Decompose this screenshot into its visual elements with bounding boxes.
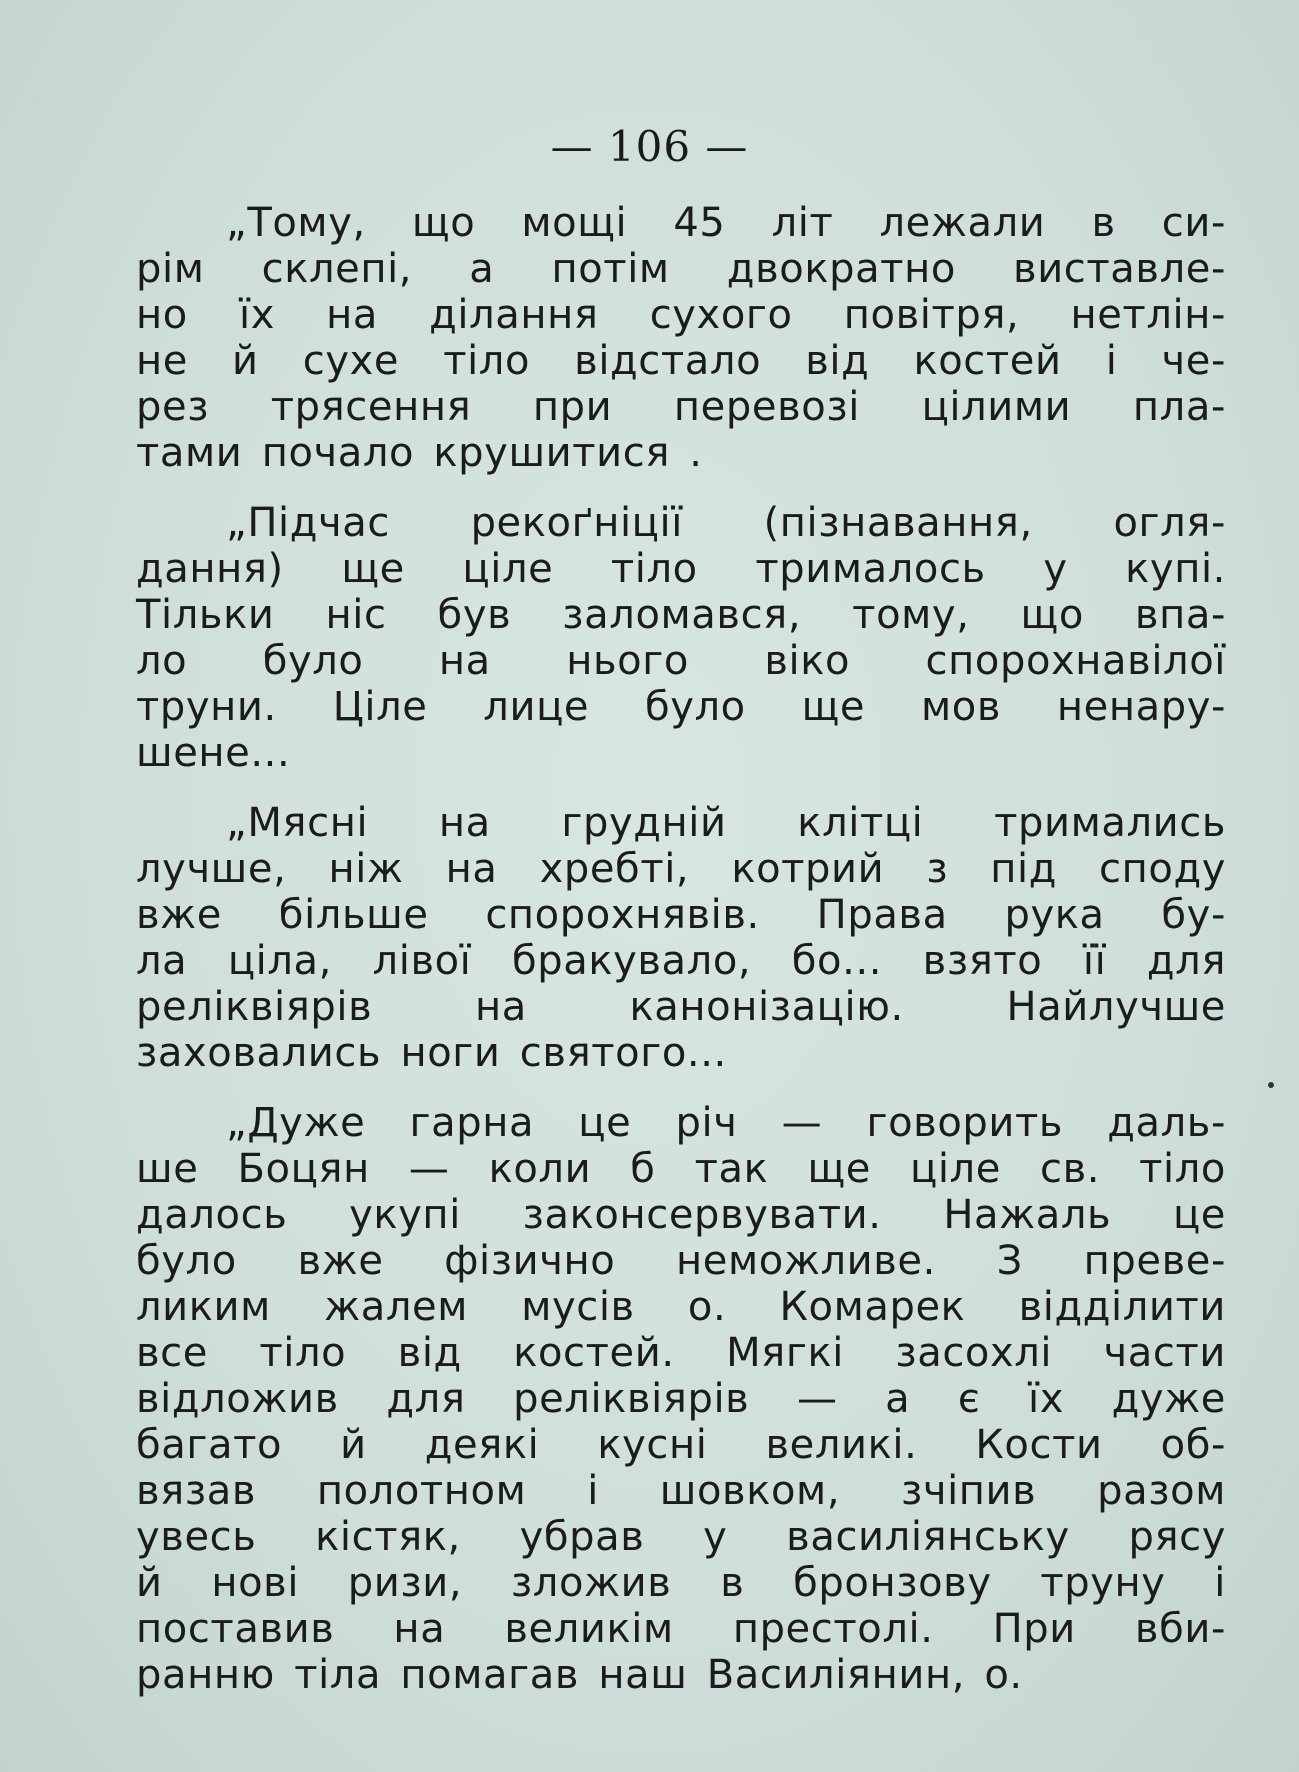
text-line: шене...	[136, 730, 291, 776]
text-line: „Мясні на грудній клітці тримались	[226, 800, 1226, 846]
page-number: — 106 —	[550, 122, 749, 171]
text-line: „Дуже гарна це річ — говорить даль-	[226, 1100, 1226, 1146]
text-line: поставив на великім престолі. При вби-	[136, 1606, 1226, 1652]
body-text	[136, 200, 1226, 1722]
text-line: ранню тіла помагав наш Василіянин, о.	[136, 1652, 1023, 1698]
text-line: „Тому, що мощі 45 літ лежали в си-	[226, 200, 1226, 246]
text-line: ше Боцян — коли б так ще ціле св. тіло	[136, 1146, 1226, 1192]
text-line: увесь кістяк, убрав у василіянську рясу	[136, 1514, 1226, 1560]
text-line: ло було на нього віко спорохнавілої	[136, 638, 1226, 684]
text-line: багато й деякі кусні великі. Кости об-	[136, 1422, 1226, 1468]
ink-speck	[1268, 1082, 1274, 1088]
text-line: й нові ризи, зложив в бронзову труну і	[136, 1560, 1226, 1606]
text-line: труни. Ціле лице було ще мов ненару-	[136, 684, 1226, 730]
text-line: не й сухе тіло відстало від костей і че-	[136, 338, 1226, 384]
paragraph	[136, 200, 1226, 476]
text-line: тами почало крушитися .	[136, 430, 703, 476]
text-line: все тіло від костей. Мягкі засохлі части	[136, 1330, 1226, 1376]
text-line: дання) ще ціле тіло трималось у купі.	[136, 546, 1226, 592]
text-line: ликим жалем мусів о. Комарек відділити	[136, 1284, 1226, 1330]
text-line: вже більше спорохнявів. Права рука бу-	[136, 892, 1226, 938]
text-line: вязав полотном і шовком, зчіпив разом	[136, 1468, 1226, 1514]
text-line: заховались ноги святого...	[136, 1030, 727, 1076]
text-line: Тільки ніс був заломався, тому, що впа-	[136, 592, 1226, 638]
text-line: відложив для реліквіярів — а є їх дуже	[136, 1376, 1226, 1422]
text-line: реліквіярів на канонізацію. Найлучше	[136, 984, 1226, 1030]
text-line: рез трясення при перевозі цілими пла-	[136, 384, 1226, 430]
text-line: но їх на ділання сухого повітря, нетлін-	[136, 292, 1226, 338]
text-line: рім склепі, а потім двократно виставле-	[136, 246, 1226, 292]
text-line: лучше, ніж на хребті, котрий з під споду	[136, 846, 1226, 892]
text-line: було вже фізично неможливе. З преве-	[136, 1238, 1226, 1284]
text-line: ла ціла, лівої бракувало, бо... взято її для	[136, 938, 1226, 984]
paragraph	[136, 500, 1226, 776]
paragraph	[136, 1100, 1226, 1698]
text-line: далось укупі законсервувати. Нажаль це	[136, 1192, 1226, 1238]
paragraph	[136, 800, 1226, 1076]
text-line: „Підчас рекоґніції (пізнавання, огля-	[226, 500, 1226, 546]
